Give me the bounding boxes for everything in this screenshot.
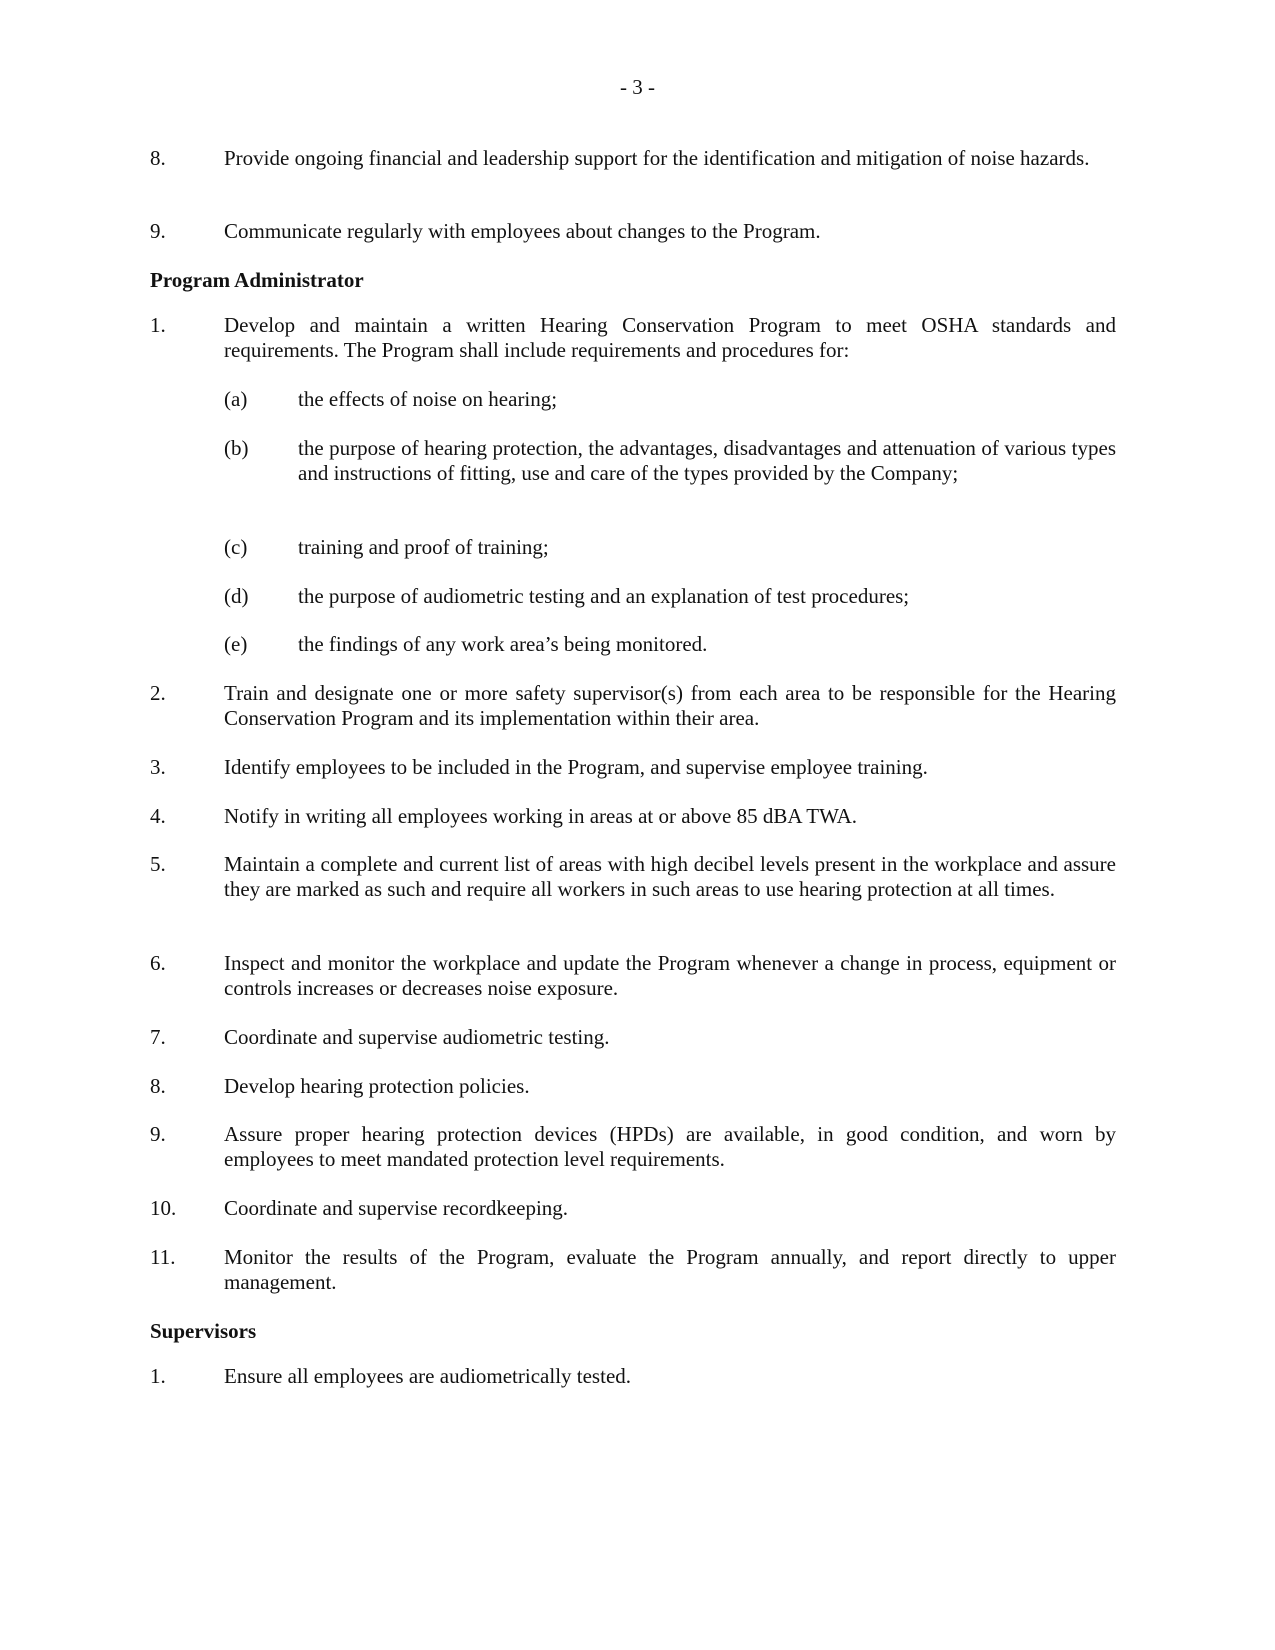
list-item — [150, 1122, 1116, 1172]
item-number: 8. — [150, 1074, 166, 1098]
item-number: 2. — [150, 681, 166, 705]
item-text: Identify employees to be included in the Program, and supervise employee training. — [224, 755, 928, 779]
list-item — [150, 313, 1116, 363]
item-text: Develop hearing protection policies. — [224, 1074, 530, 1098]
item-number: 6. — [150, 951, 166, 975]
section-heading-supervisors: Supervisors — [150, 1319, 257, 1343]
item-text: Ensure all employees are audiometrically tested. — [224, 1364, 632, 1388]
list-item — [150, 852, 1116, 902]
sub-item-text: the effects of noise on hearing; — [298, 387, 558, 411]
list-item — [150, 1364, 1116, 1389]
item-text: Coordinate and supervise audiometric testing. — [224, 1025, 610, 1049]
list-item — [150, 951, 1116, 1001]
sub-list-item — [224, 436, 1116, 486]
item-number: 9. — [150, 1122, 166, 1146]
list-item — [150, 146, 1116, 171]
item-text: Maintain a complete and current list of areas with high decibel levels present in the workplace and assure they are marked as such and require all workers in such areas to use hearing protection at all times. — [224, 852, 1116, 901]
item-text: Train and designate one or more safety supervisor(s) from each area to be responsible for the Hearing Conservation Program and its implementation within their area. — [224, 681, 1116, 730]
sub-item-text: training and proof of training; — [298, 535, 549, 559]
page-number: - 3 - — [620, 75, 655, 99]
sub-item-letter: (b) — [224, 436, 249, 460]
sub-item-letter: (a) — [224, 387, 248, 411]
item-number: 8. — [150, 146, 166, 170]
item-number: 1. — [150, 1364, 166, 1388]
list-item — [150, 1074, 1116, 1099]
list-item — [150, 681, 1116, 731]
item-number: 10. — [150, 1196, 177, 1220]
sub-item-text: the purpose of audiometric testing and an explanation of test procedures; — [298, 584, 910, 608]
list-item — [150, 1196, 1116, 1221]
sub-item-letter: (d) — [224, 584, 249, 608]
sub-item-text: the purpose of hearing protection, the advantages, disadvantages and attenuation of various types and instructions of fitting, use and care of the types provided by the Company; — [298, 436, 1116, 485]
sub-list-item — [224, 387, 1116, 412]
sub-list-item — [224, 535, 1116, 560]
item-text: Inspect and monitor the workplace and update the Program whenever a change in process, equipment or controls increases or decreases noise exposure. — [224, 951, 1116, 1000]
list-item — [150, 219, 1116, 244]
item-text: Communicate regularly with employees about changes to the Program. — [224, 219, 821, 243]
item-text: Develop and maintain a written Hearing Conservation Program to meet OSHA standards and requirements. The Program shall include requirements and procedures for: — [224, 313, 1116, 362]
item-text: Coordinate and supervise recordkeeping. — [224, 1196, 569, 1220]
section-heading-program-administrator: Program Administrator — [150, 268, 364, 292]
item-number: 3. — [150, 755, 166, 779]
list-item — [150, 1025, 1116, 1050]
list-item — [150, 1245, 1116, 1295]
list-item — [150, 804, 1116, 829]
item-text: Provide ongoing financial and leadership support for the identification and mitigation of noise hazards. — [224, 146, 1090, 170]
item-text: Monitor the results of the Program, evaluate the Program annually, and report directly to upper management. — [224, 1245, 1116, 1294]
sub-list-item — [224, 632, 1116, 657]
sub-item-letter: (c) — [224, 535, 248, 559]
item-number: 9. — [150, 219, 166, 243]
item-number: 4. — [150, 804, 166, 828]
list-item — [150, 755, 1116, 780]
item-number: 5. — [150, 852, 166, 876]
sub-list-item — [224, 584, 1116, 609]
sub-item-text: the findings of any work area’s being monitored. — [298, 632, 708, 656]
item-number: 1. — [150, 313, 166, 337]
item-number: 7. — [150, 1025, 166, 1049]
item-text: Assure proper hearing protection devices (HPDs) are available, in good condition, and worn by employees to meet mandated protection level requirements. — [224, 1122, 1116, 1171]
item-text: Notify in writing all employees working in areas at or above 85 dBA TWA. — [224, 804, 857, 828]
item-number: 11. — [150, 1245, 176, 1269]
sub-item-letter: (e) — [224, 632, 248, 656]
